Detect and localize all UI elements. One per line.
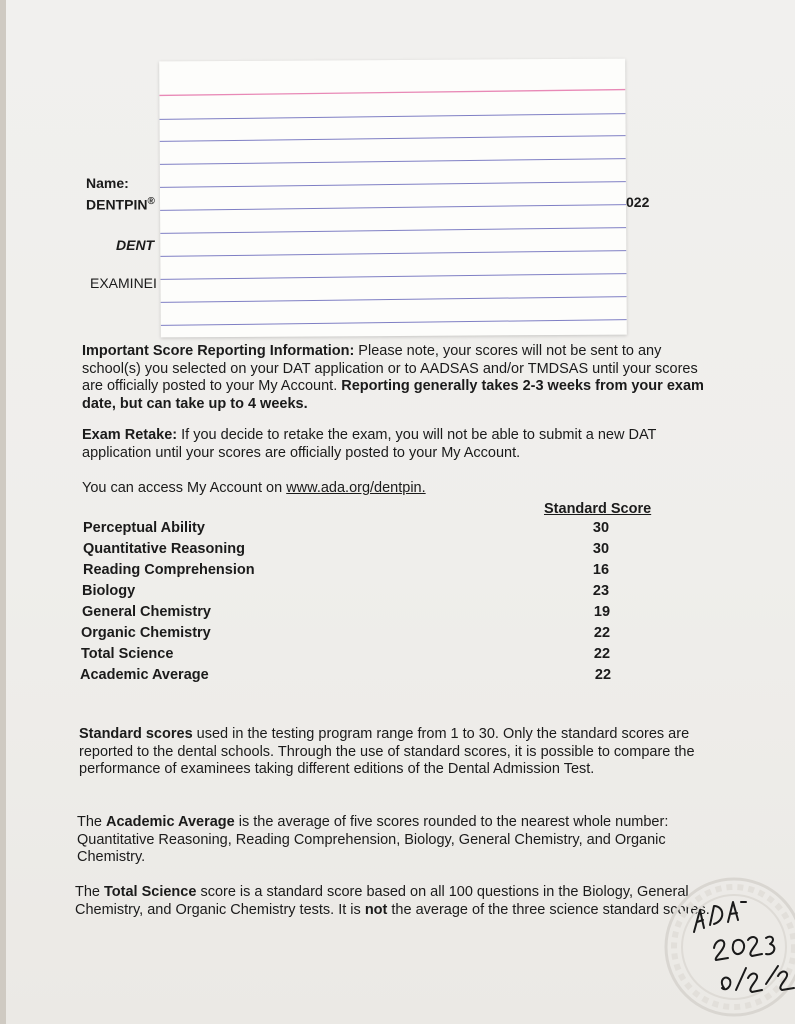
score-value-biology: 23: [592, 583, 610, 599]
score-value-total-science: 22: [593, 646, 611, 662]
dentpin-link[interactable]: www.ada.org/dentpin.: [286, 480, 426, 496]
index-card-cover: [159, 59, 627, 338]
retake-notice: [82, 427, 722, 462]
academic-average-body: is the average of five scores rounded to the nearest whole number: Quantitative Reasoning, Reading Comprehension, Biology, General Chemistry, and Organic Chemistry.: [77, 814, 669, 865]
score-label-general-chemistry: General Chemistry: [82, 604, 211, 620]
important-title: Important Score Reporting Information:: [82, 343, 355, 359]
score-value-organic-chemistry: 22: [593, 625, 611, 641]
total-science-not: not: [364, 901, 388, 918]
academic-average-title: Academic Average: [106, 814, 235, 830]
score-value-quantitative: 30: [592, 541, 610, 557]
access-notice: [82, 480, 722, 498]
score-report-page: [6, 0, 795, 1024]
score-label-reading: Reading Comprehension: [83, 562, 255, 578]
retake-body: If you decide to retake the exam, you will not be able to submit a new DAT application until your scores are officially posted to your My Account.: [82, 427, 657, 461]
standard-scores-explanation: [79, 726, 729, 779]
score-value-reading: 16: [592, 562, 610, 578]
academic-prefix: The: [77, 814, 107, 830]
total-science-body-2: the average of the three science standard scores.: [387, 901, 710, 918]
score-label-total-science: Total Science: [81, 646, 174, 662]
standard-scores-body: used in the testing program range from 1 to 30. Only the standard scores are reported to the dental schools. Through the use of standard scores, it is possible to compare the performance of examinees taking different editions of the Dental Admission Test.: [79, 726, 695, 777]
score-label-organic-chemistry: Organic Chemistry: [81, 625, 211, 641]
score-label-biology: Biology: [82, 583, 136, 599]
index-card-lines: [159, 59, 627, 338]
important-bold-tail: Reporting generally takes 2-3 weeks from your exam date, but can take up to 4 weeks.: [82, 378, 704, 412]
score-value-academic-average: 22: [594, 667, 612, 683]
dental-fragment: DENT: [116, 237, 155, 253]
handwritten-signature: [686, 880, 795, 1015]
important-notice: [82, 343, 722, 413]
dentpin-label: [86, 193, 155, 214]
total-science-body-1: score is a standard score based on all 100 questions in the Biology, General Chemistry, and Organic Chemistry tests. It is: [75, 884, 689, 918]
retake-title: Exam Retake:: [82, 427, 178, 443]
total-science-explanation: [75, 884, 725, 919]
total-science-title: Total Science: [104, 884, 197, 900]
score-label-perceptual: Perceptual Ability: [83, 520, 205, 536]
academic-average-explanation: [77, 814, 727, 867]
access-text: You can access My Account on: [82, 480, 287, 496]
name-label: Name:: [86, 175, 129, 191]
total-prefix: The: [75, 884, 105, 900]
score-label-academic-average: Academic Average: [80, 667, 209, 683]
dentpin-text: DENTPIN: [86, 196, 148, 213]
examinee-fragment: EXAMINEI: [90, 275, 157, 291]
score-label-quantitative: Quantitative Reasoning: [83, 541, 245, 557]
important-body: Please note, your scores will not be sent to any school(s) you selected on your DAT application or to AADSAS and/or TMDSAS until your scores are officially posted to your My Account.: [82, 343, 698, 394]
registered-mark: ®: [147, 196, 155, 207]
standard-score-header: Standard Score: [544, 501, 652, 517]
score-value-general-chemistry: 19: [593, 604, 611, 620]
standard-scores-title: Standard scores: [79, 726, 193, 742]
year-fragment: 022: [626, 194, 650, 210]
score-value-perceptual: 30: [592, 520, 610, 536]
